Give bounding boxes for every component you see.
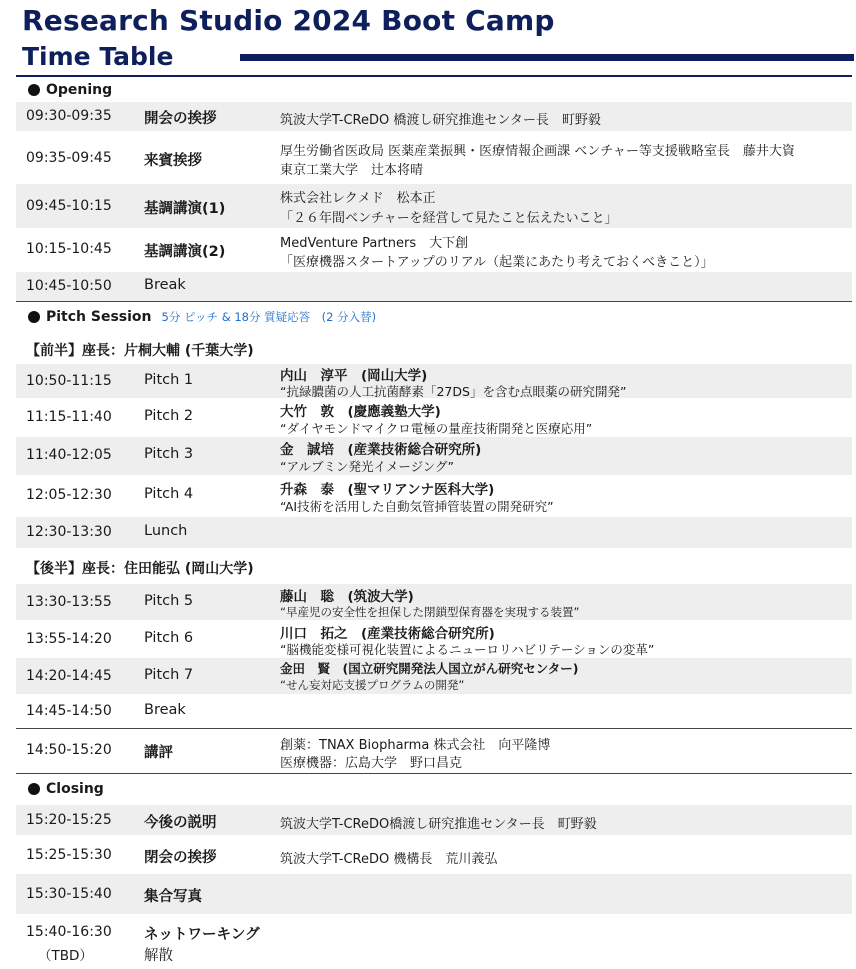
- row-time: 11:40-12:05: [26, 447, 112, 463]
- schedule-row: [16, 621, 852, 657]
- title-underline: [240, 54, 854, 61]
- row-time-note: （TBD）: [38, 948, 93, 964]
- section-closing: [16, 777, 852, 801]
- row-detail: MedVenture Partners 大下創: [280, 236, 469, 251]
- schedule-row: [16, 272, 852, 301]
- row-time: 15:40-16:30: [26, 924, 112, 940]
- row-time: 13:30-13:55: [26, 594, 112, 610]
- pitch-topic: “ダイヤモンドマイクロ電極の量産技術開発と医療応用”: [280, 421, 593, 436]
- section-heading: Pitch Session: [46, 309, 152, 325]
- presenter-name: 金田 賢 (国立研究開発法人国立がん研究センター): [280, 661, 579, 676]
- row-time: 11:15-11:40: [26, 409, 112, 425]
- row-detail-2: 医療機器：広島大学 野口昌克: [280, 756, 463, 771]
- row-time: 09:45-10:15: [26, 198, 112, 214]
- row-item: 今後の説明: [144, 815, 217, 831]
- schedule-row: [16, 696, 852, 726]
- schedule-row: [16, 658, 852, 694]
- row-item: 基調講演(1): [144, 201, 226, 217]
- row-item: 集合写真: [144, 889, 202, 905]
- row-time: 12:05-12:30: [26, 487, 112, 503]
- page-title: Research Studio 2024 Boot Camp: [22, 4, 555, 37]
- presenter-name: 大竹 敦 (慶應義塾大学): [280, 404, 441, 420]
- section-pitch: [16, 305, 852, 329]
- row-item: 基調講演(2): [144, 244, 226, 260]
- row-item: 講評: [144, 745, 173, 761]
- session-note: 5分 ピッチ & 18分 質疑応答 (2 分入替): [161, 310, 377, 324]
- header-divider: [16, 75, 852, 77]
- row-detail: 筑波大学T-CReDO橋渡し研究推進センター長 町野毅: [280, 817, 597, 832]
- bullet-icon: [28, 84, 40, 96]
- pitch-topic: “アルブミン発光イメージング”: [280, 459, 455, 474]
- row-item: Pitch 6: [144, 630, 194, 646]
- row-time: 15:30-15:40: [26, 886, 112, 902]
- row-item: Pitch 7: [144, 667, 194, 683]
- row-time: 14:45-14:50: [26, 703, 112, 719]
- section-divider: [16, 773, 852, 774]
- row-time: 15:25-15:30: [26, 847, 112, 863]
- row-time: 10:15-10:45: [26, 241, 112, 257]
- row-item-2: 解散: [144, 948, 173, 964]
- chair-second-half: 【後半】座長：住田能弘 (岡山大学): [26, 561, 254, 577]
- section-heading: Opening: [46, 82, 113, 98]
- row-item: 開会の挨拶: [144, 111, 217, 127]
- presenter-name: 内山 淳平 (岡山大学): [280, 368, 428, 384]
- schedule-row: [16, 102, 852, 131]
- page-subtitle: Time Table: [22, 42, 174, 71]
- schedule-row-review: [16, 730, 852, 772]
- row-time: 14:50-15:20: [26, 742, 112, 758]
- schedule-row: [16, 400, 852, 436]
- pitch-topic: “せん妄対応支援プログラムの開発”: [280, 678, 465, 692]
- row-time: 10:45-10:50: [26, 278, 112, 294]
- presenter-name: 升森 泰 (聖マリアンナ医科大学): [280, 482, 495, 498]
- row-item: ネットワーキング: [144, 927, 260, 943]
- presenter-name: 金 誠培 (産業技術総合研究所): [280, 442, 482, 458]
- row-time: 09:35-09:45: [26, 150, 112, 166]
- row-item: Pitch 4: [144, 486, 194, 502]
- section-divider: [16, 301, 852, 302]
- schedule-row: [16, 437, 852, 475]
- pitch-topic: “抗緑膿菌の人工抗菌酵素「27DS」を含む点眼薬の研究開発”: [280, 384, 627, 399]
- pitch-topic: “AI技術を活用した自動気管挿管装置の開発研究”: [280, 499, 554, 514]
- pitch-topic: “脳機能変様可視化装置によるニューロリハビリテーションの変革”: [280, 642, 655, 657]
- schedule-row: [16, 918, 852, 966]
- row-item: Lunch: [144, 523, 188, 539]
- schedule-row: [16, 584, 852, 620]
- row-detail-2: 「医療機器スタートアップのリアル（起業にあたり考えておくべきこと）」: [280, 255, 714, 270]
- section-divider: [16, 728, 852, 729]
- row-detail-2: 「２６年間ベンチャーを経営して見たこと伝えたいこと」: [280, 211, 618, 226]
- pitch-topic: “早産児の安全性を担保した閉鎖型保育器を実現する装置”: [280, 605, 580, 619]
- row-item: Pitch 2: [144, 408, 194, 424]
- section-heading: Closing: [46, 781, 104, 797]
- section-opening: [16, 79, 852, 101]
- row-item: Break: [144, 702, 186, 718]
- schedule-row: [16, 805, 852, 835]
- row-item: Pitch 3: [144, 446, 194, 462]
- bullet-icon: [28, 311, 40, 323]
- row-detail: 厚生労働省医政局 医薬産業振興・医療情報企画課 ベンチャー等支援戦略室長 藤井大資: [280, 144, 795, 159]
- row-time: 12:30-13:30: [26, 524, 112, 540]
- schedule-row: [16, 838, 852, 872]
- presenter-name: 藤山 聡 (筑波大学): [280, 589, 414, 605]
- row-detail: 筑波大学T-CReDO 橋渡し研究推進センター長 町野毅: [280, 113, 601, 128]
- schedule-row: [16, 134, 852, 182]
- row-time: 10:50-11:15: [26, 373, 112, 389]
- row-time: 15:20-15:25: [26, 812, 112, 828]
- chair-first-half: 【前半】座長：片桐大輔 (千葉大学): [26, 343, 254, 359]
- row-item: Pitch 1: [144, 372, 194, 388]
- row-detail: 筑波大学T-CReDO 機構長 荒川義弘: [280, 852, 498, 867]
- row-item: Pitch 5: [144, 593, 194, 609]
- row-detail: 株式会社レクメド 松本正: [280, 191, 436, 206]
- schedule-row: [16, 477, 852, 515]
- row-time: 13:55-14:20: [26, 631, 112, 647]
- row-time: 09:30-09:35: [26, 108, 112, 124]
- schedule-row: [16, 229, 852, 271]
- row-time: 14:20-14:45: [26, 668, 112, 684]
- row-item: 来賓挨拶: [144, 153, 202, 169]
- bullet-icon: [28, 783, 40, 795]
- row-item: 閉会の挨拶: [144, 850, 217, 866]
- schedule-row: [16, 364, 852, 398]
- schedule-row: [16, 874, 852, 914]
- schedule-row: [16, 184, 852, 228]
- row-detail: 創薬：TNAX Biopharma 株式会社 向平隆博: [280, 738, 551, 753]
- row-item: Break: [144, 277, 186, 293]
- presenter-name: 川口 拓之 (産業技術総合研究所): [280, 626, 495, 642]
- row-detail-2: 東京工業大学 辻本将晴: [280, 163, 424, 178]
- schedule-row: [16, 517, 852, 548]
